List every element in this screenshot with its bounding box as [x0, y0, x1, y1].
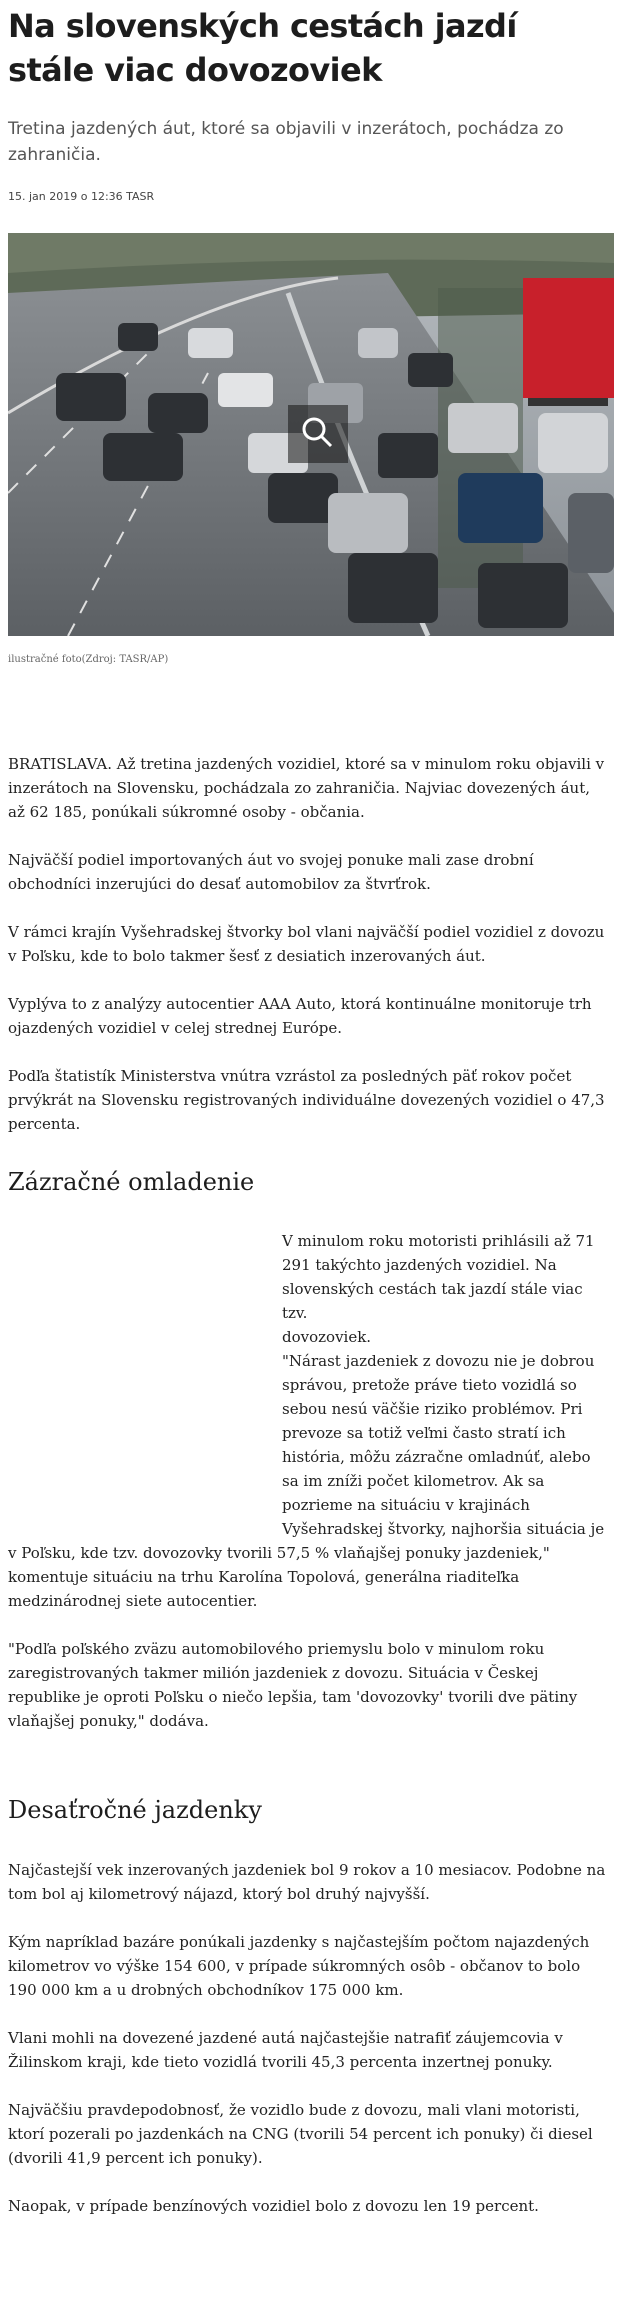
paragraph-3: V rámci krajín Vyšehradskej štvorky bol vlani najväčší podiel vozidiel z dovozu v Poľsku, kde to bolo takmer šesť z desiatich inzerovaných áut.: [8, 923, 605, 965]
text-line: sa im zníži počet kilometrov. Ak sa: [282, 1472, 545, 1490]
paragraph-s2-5: Naopak, v prípade benzínových vozidiel bolo z dovozu len 19 percent.: [8, 2197, 539, 2215]
paragraph-4: Vyplýva to z analýzy autocentier AAA Auto, ktorá kontinuálne monitoruje trh ojazdených vozidiel v celej strednej Európe.: [8, 995, 592, 1037]
paragraph-intro: BRATISLAVA. Až tretina jazdených vozidiel, ktoré sa v minulom roku objavili v inzerátoch na Slovensku, pochádzala zo zahraničia. Najviac dovezených áut, až 62 185, ponúkali súkromné osoby - občania.: [8, 755, 605, 821]
paragraph-s2-2: Kým napríklad bazáre ponúkali jazdenky s najčastejším počtom najazdených kilometrov vo výške 154 600, v prípade súkromných osôb - občanov to bolo 190 000 km a u drobných obchodníkov 175 000 km.: [8, 1933, 590, 1999]
article-headline: Na slovenských cestách jazdí stále viac dovozoviek: [8, 7, 517, 89]
float-paragraph-1: [282, 1229, 608, 1349]
text-line: história, môžu zázračne omladnúť, alebo: [282, 1448, 591, 1466]
paragraph-poland-quote: "Podľa poľského zväzu automobilového priemyslu bolo v minulom roku zaregistrovaných takmer milión jazdeniek z dovozu. Situácia v Českej republike je oproti Poľsku o niečo lepšia, tam 'dovozovky' tvorili dve pätiny vlaňajšej ponuky," dodáva.: [8, 1640, 578, 1730]
paragraph-s2-1: Najčastejší vek inzerovaných jazdeniek bol 9 rokov a 10 mesiacov. Podobne na tom bol aj kilometrový nájazd, ktorý bol druhý najvyšší.: [8, 1861, 606, 1903]
text-line: slovenských cestách tak jazdí stále viac tzv.: [282, 1280, 583, 1322]
article-meta: 15. jan 2019 o 12:36 TASR: [8, 190, 155, 203]
paragraph-s2-4: Najväčšiu pravdepodobnosť, že vozidlo bude z dovozu, mali vlani motoristi, ktorí pozerali po jazdenkách na CNG (tvorili 54 percent ich ponuky) či diesel (dvorili 41,9 percent ich ponuky).: [8, 2101, 593, 2167]
article-perex: Tretina jazdených áut, ktoré sa objavili v inzerátoch, pochádza zo zahraničia.: [8, 119, 564, 165]
paragraph-2: Najväčší podiel importovaných áut vo svojej ponuke mali zase drobní obchodníci inzerujúci do desať automobilov za štvrťrok.: [8, 851, 534, 893]
text-line: "Nárast jazdeniek z dovozu nie je dobrou: [282, 1352, 595, 1370]
text-line: V minulom roku motoristi prihlásili až 71: [282, 1232, 595, 1250]
paragraph-s2-3: Vlani mohli na dovezené jazdené autá najčastejšie natrafiť záujemcovia v Žilinskom kraji, kde tieto vozidlá tvorili 45,3 percenta inzertnej ponuky.: [8, 2029, 563, 2071]
text-line: medzinárodnej siete autocentier.: [8, 1592, 258, 1610]
highway-traffic-image: [8, 233, 614, 636]
quote-continuation: [8, 1541, 608, 1613]
article-photo[interactable]: [8, 233, 614, 636]
paragraph-5: Podľa štatistík Ministerstva vnútra vzrástol za posledných päť rokov počet prvýkrát na Slovensku registrovaných individuálne dovezených vozidiel o 47,3 percenta.: [8, 1067, 605, 1133]
text-line: komentuje situáciu na trhu Karolína Topolová, generálna riaditeľka: [8, 1568, 520, 1586]
text-line: pozrieme na situáciu v krajinách: [282, 1496, 530, 1514]
text-line: dovozoviek.: [282, 1328, 372, 1346]
photo-caption: ilustračné foto(Zdroj: TASR/AP): [8, 654, 169, 665]
text-line: prevoze sa totiž veľmi často stratí ich: [282, 1424, 566, 1442]
text-line: sebou nesú väčšie riziko problémov. Pri: [282, 1400, 583, 1418]
section-heading-omladenie: Zázračné omladenie: [8, 1168, 255, 1196]
text-line: v Poľsku, kde tzv. dovozovky tvorili 57,5 % vlaňajšej ponuky jazdeniek,": [8, 1544, 550, 1562]
section-heading-desatrocne: Desaťročné jazdenky: [8, 1796, 262, 1824]
text-line: správou, pretože práve tieto vozidlá so: [282, 1376, 577, 1394]
text-line: 291 takýchto jazdených vozidiel. Na: [282, 1256, 557, 1274]
float-paragraph-2: [282, 1349, 608, 1541]
text-line: Vyšehradskej štvorky, najhoršia situácia je: [282, 1520, 605, 1538]
